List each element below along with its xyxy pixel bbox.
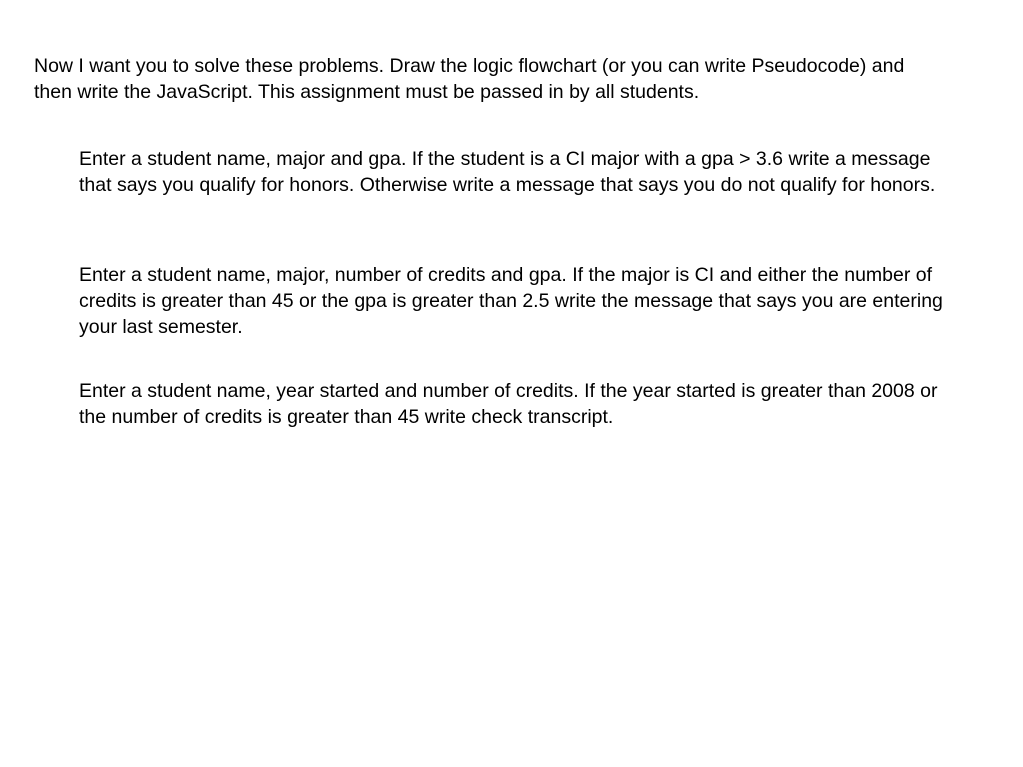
problem-1-text: Enter a student name, major and gpa. If the student is a CI major with a gpa > 3.6 write a message that says you qualify for honors. Otherwise write a message that says you do not qualify for honors. [79,148,936,196]
problem-3-text: Enter a student name, year started and number of credits. If the year started is greater than 2008 or the number of credits is greater than 45 write check transcript. [79,380,938,428]
problem-2-text: Enter a student name, major, number of credits and gpa. If the major is CI and either the number of credits is greater than 45 or the gpa is greater than 2.5 write the message that says you are entering your last semester. [79,264,943,338]
intro-paragraph: Now I want you to solve these problems. Draw the logic flowchart (or you can write Pseudocode) and then write the JavaScript. This assignment must be passed in by all students. [34,55,905,103]
